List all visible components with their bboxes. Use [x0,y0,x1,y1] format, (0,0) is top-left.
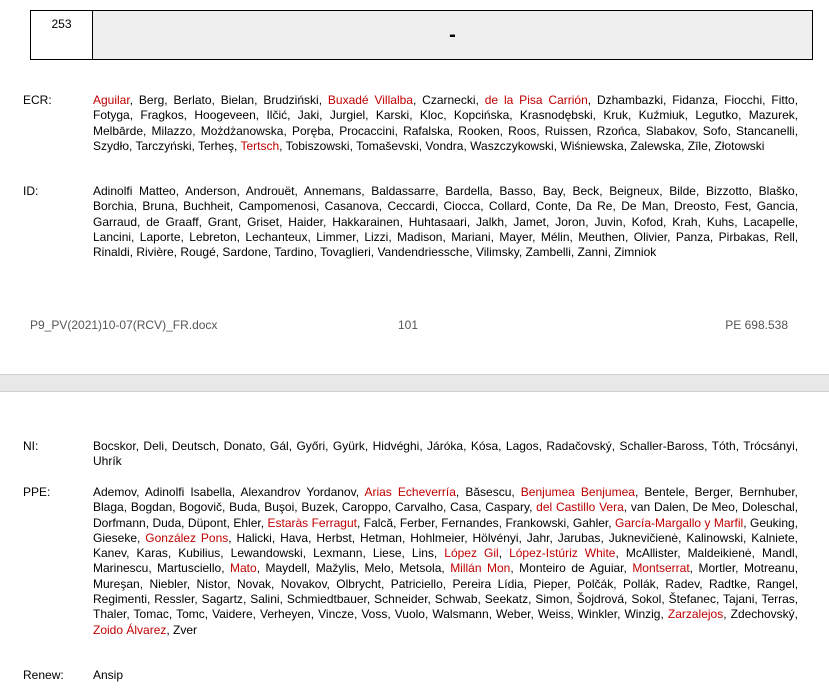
member-name: Fotyga [93,108,130,123]
member-name: Geuking [750,515,795,530]
member-name: Annemans [303,184,362,198]
member-name: Pollák [622,576,656,591]
member-name: Buxadé Villalba [327,93,413,107]
member-name: Novakov [280,576,327,591]
member-name: Casanova [324,199,379,214]
member-name: Walsmann [432,607,489,622]
member-name: Alexandrov Yordanov [240,485,356,499]
member-name: Rangel [756,576,795,591]
member-name: Salini [250,592,280,607]
footer-reference: PE 698.538 [725,318,788,332]
member-name: Lebreton [189,229,237,244]
member-name: Casa [450,500,479,515]
member-name: Montserrat [632,561,690,576]
member-name: Dorfmann [93,515,146,530]
member-name: Gahler [572,515,609,530]
member-name: Adinolfi Isabella [144,485,232,499]
footer-page-number: 101 [398,318,419,332]
member-name: van Dalen [630,500,686,515]
member-name: Olivier [633,229,668,244]
member-name: Mélin [540,229,570,244]
member-name: Hetman [359,530,402,545]
member-list: Ademov, Adinolfi Isabella, Alexandrov Yordanov, Arias Echeverría, Băsescu, Benjumea Benjumea, Bentele, Berger, Bernhuber, Blaga, Bogdan, Bogovič, Buda, Buşoi, Buzek, Caroppo, Carvalho, Casa, Caspary, del Castillo Vera, van Dalen, De Meo, Doleschal, Dorfmann, Duda, Düpont, Ehler, Estaràs Ferragut, Falcă, Ferber, Fernandes, Frankowski, Gahler, García-Margallo y Marfil, Geuking, Gieseke, González Pons, Halicki, Hava, Herbst, Hetman, Hohlmeier, Hölvényi, Jahr, Jarubas, Juknevičienė, Kalinowski, Kalniete, Kanev, Karas, Kubilius, Lewandowski, Lexmann, Liese, Lins, López Gil, López-Istúriz White, McAllister, Maldeikienė, Mandl, Marinescu, Martusciello, Mato, Maydell, Mažylis, Melo, Metsola, Millán Mon, Monteiro de Aguiar, Montserrat, Mortler, Motreanu, Mureşan, Niebler, Nistor, Novak, Novakov, Olbrycht, Patriciello, Pereira Lídia, Pieper, Polčák, Pollák, Radev, Radtke, Rangel, Regimenti, Ressler, Sagartz, Salini, Schmiedtbauer, Schneider, Schwab, Seekatz, Simon, Šojdrová, Sokol, Štefanec, Tajani, Terras, Thaler, Tomac, Tomc, Vaidere, Verheyen, Vincze, Voss, Vuolo, Walsmann, Weber, Weiss, Winkler, Winzig, Zarzalejos, Zdechovský, Zoido Álvarez, Zver [93,485,799,637]
member-name: Falcă [363,515,394,530]
member-name: Vilimsky [475,245,519,260]
member-name: Jalkh [476,214,505,229]
member-name: Maydell [265,561,307,576]
member-name: Aguilar [93,93,130,107]
member-name: Fidanza [672,93,715,107]
member-name: Patriciello [390,576,443,591]
member-name: de la Pisa Carrión [484,93,588,107]
member-name: Gyürk [332,439,365,453]
member-name: Bardella [445,184,490,198]
member-name: Kofod [631,214,664,229]
member-name: Schmiedtbauer [286,592,367,607]
member-name: Zdechovský [730,607,795,622]
member-name: Baldassarre [371,184,436,198]
member-name: Kuhs [706,214,735,229]
member-name: Járóka [427,439,464,453]
member-name: Zanni [577,245,608,260]
member-name: Kalinowski [686,530,744,545]
member-name: Ceccardi [387,199,435,214]
member-name: Hakkarainen [332,214,400,229]
member-name: Weber [496,607,531,622]
member-name: Sofo [702,123,728,138]
member-name: Tarczyński [135,138,192,153]
member-list: Adinolfi Matteo, Anderson, Androuët, Annemans, Baldassarre, Bardella, Basso, Bay, Beck, Beigneux, Bilde, Bizzotto, Blaško, Borchia, Bruna, Buchheit, Campomenosi, Casanova, Ceccardi, Ciocca, Collard, Conte, Da Re, De Man, Dreosto, Fest, Gancia, Garraud, de Graaff, Grant, Griset, Haider, Hakkarainen, Huhtasaari, Jalkh, Jamet, Joron, Juvin, Kofod, Krah, Kuhs, Lacapelle, Lancini, Laporte, Lebreton, Lechanteux, Limmer, Lizzi, Madison, Mariani, Mayer, Mélin, Meuthen, Olivier, Panza, Pirbakas, Rell, Rinaldi, Rivière, Rougé, Sardone, Tardino, Tovaglieri, Vandendriessche, Vilimsky, Zambelli, Zanni, Zimniok [93,184,799,260]
member-name: Fiocchi [724,93,763,107]
member-name: Šojdrová [576,592,625,607]
member-name: Novak [236,576,271,591]
member-name: Fest [724,199,749,214]
member-name: Vuolo [394,607,425,622]
member-name: Buzek [301,500,335,515]
member-name: De Man [621,199,666,214]
group-id [23,184,798,260]
member-name: Thaler [93,607,127,622]
member-name: Możdżanowska [200,123,284,138]
member-name: Laporte [139,229,181,244]
member-name: Ferber [399,515,435,530]
member-name: Ademov [93,485,137,499]
member-name: Seekatz [484,592,529,607]
member-name: Szydło [93,138,130,153]
member-name: Buchheit [183,199,230,214]
member-name: Trócsányi [743,439,795,453]
member-name: Bilde [669,184,696,198]
group-ppe [23,485,798,638]
member-name: Winzig [624,607,661,622]
member-name: Mortler [698,561,736,576]
member-name: Tertsch [240,138,280,153]
member-name: Bruna [142,199,175,214]
member-name: Zambelli [525,245,571,260]
member-name: Androuët [245,184,295,198]
member-name: Jamet [513,214,546,229]
member-name: Gancia [756,199,795,214]
member-name: Fernandes [441,515,499,530]
member-name: Milazzo [151,123,193,138]
member-name: Stancanelli [735,123,795,138]
member-name: Terheş [197,138,234,153]
group-label: ID: [23,184,39,198]
member-name: Borchia [93,199,134,214]
member-name: Karski [375,108,410,123]
member-name: Wiśniewska [560,138,624,153]
member-name: Jahr [526,530,550,545]
member-name: Blaga [93,500,124,515]
member-name: Jurgiel [329,108,366,123]
member-name: Melbārde [93,123,144,138]
member-name: Jaki [297,108,320,123]
member-name: Mandl [761,546,795,561]
member-name: Halicki [236,530,272,545]
footer-filename: P9_PV(2021)10-07(RCV)_FR.docx [30,318,218,332]
page-separator [0,374,829,392]
member-name: Joron [555,214,586,229]
member-name: Berg [138,93,165,107]
member-name: Tóth [711,439,736,453]
member-name: Mureşan [93,576,140,591]
member-name: Krah [672,214,698,229]
member-name: Bizzotto [705,184,749,198]
member-name: Rinaldi [93,245,130,260]
member-name: López-Istúriz White [509,546,616,561]
member-name: Haider [288,214,323,229]
member-name: Buda [229,500,258,515]
member-name: Waszczykowski [470,138,554,153]
member-name: Hoogeveen [194,108,256,123]
member-name: Radev [665,576,700,591]
member-name: Madison [397,229,443,244]
member-name: Carvalho [395,500,444,515]
member-name: Jarubas [557,530,601,545]
member-name: del Castillo Vera [536,500,624,515]
member-name: Kubilius [178,546,221,561]
member-name: Millán Mon [450,561,511,576]
group-ecr [23,93,798,154]
member-name: Poręba [291,123,331,138]
member-name: Rzońca [596,123,638,138]
member-name: Motreanu [743,561,795,576]
member-name: Weiss [537,607,571,622]
member-name: Adinolfi Matteo [93,184,176,198]
member-name: Vondra [425,138,464,153]
member-name: Hölvényi [472,530,519,545]
member-name: Vaidere [212,607,253,622]
member-name: Herbst [316,530,352,545]
member-name: Mayer [499,229,533,244]
member-name: Deutsch [171,439,216,453]
member-name: González Pons [145,530,229,545]
member-name: Bocskor [93,439,136,453]
member-name: Schaller-Baross [619,439,705,453]
member-name: Ehler [233,515,261,530]
group-label: PPE: [23,485,51,499]
member-name: Terras [761,592,795,607]
member-name: Kloc [419,108,444,123]
member-name: De Meo [692,500,735,515]
group-ni [23,439,798,470]
member-name: Beigneux [609,184,660,198]
member-name: Mažylis [315,561,356,576]
member-name: Tomc [176,607,205,622]
member-name: Melo [364,561,391,576]
member-name: Blaško [758,184,795,198]
member-name: Bay [542,184,563,198]
member-name: Fitto [771,93,795,107]
member-name: Lexmann [313,546,363,561]
member-list: Bocskor, Deli, Deutsch, Donato, Gál, Győri, Gyürk, Hidvéghi, Járóka, Kósa, Lagos, Radačovský, Schaller-Baross, Tóth, Trócsányi, Uhrík [93,439,799,469]
member-name: Kuźmiuk [638,108,685,123]
member-name: Dreosto [673,199,716,214]
member-name: Lizzi [364,229,389,244]
member-name: Juvin [594,214,623,229]
member-name: Bentele [644,485,686,499]
member-name: Kopcińska [453,108,510,123]
member-name: Berger [694,485,730,499]
member-name: Caroppo [341,500,388,515]
member-name: Lins [411,546,434,561]
member-name: Caspary [485,500,530,515]
member-name: Hohlmeier [410,530,465,545]
member-name: Maldeikienė [687,546,752,561]
member-name: Bogovič [179,500,222,515]
member-name: Złotowski [714,138,765,153]
member-name: Estaràs Ferragut [267,515,357,530]
member-name: Arias Echeverría [364,485,456,499]
member-name: Sardone [222,245,268,260]
member-name: Düpont [187,515,227,530]
member-name: Da Re [576,199,613,214]
member-name: Regimenti [93,592,148,607]
member-name: Zalewska [630,138,682,153]
member-name: Grant [207,214,238,229]
member-name: Ruissen [544,123,589,138]
member-name: McAllister [625,546,678,561]
member-name: Olbrycht [336,576,381,591]
member-name: Rougé [180,245,216,260]
member-name: Hava [280,530,309,545]
member-name: Vandendriessche [377,245,470,260]
member-name: Vincze [318,607,354,622]
member-name: Lacapelle [743,214,795,229]
member-name: Pereira Lídia [452,576,524,591]
member-name: Tomac [133,607,169,622]
member-name: Rivière [136,245,174,260]
member-name: Schneider [374,592,428,607]
member-name: Donato [223,439,263,453]
member-name: Slabakov [645,123,695,138]
member-name: Basso [499,184,533,198]
member-name: Procaccini [339,123,395,138]
member-name: Karas [136,546,168,561]
document-page-2 [0,392,829,695]
member-name: Tovaglieri [320,245,371,260]
vote-number: 253 [31,11,93,59]
member-name: Huhtasaari [408,214,467,229]
member-name: Tomaševski [356,138,419,153]
member-name: Voss [361,607,388,622]
member-name: Kósa [470,439,499,453]
member-name: Gál [270,439,289,453]
member-name: Monteiro de Aguiar [519,561,624,576]
member-name: Zarzalejos [667,607,724,622]
member-name: Garraud [93,214,138,229]
member-name: Panza [675,229,710,244]
member-name: García-Margallo y Marfil [615,515,744,530]
group-label: NI: [23,439,39,453]
member-name: Niebler [149,576,187,591]
member-name: Czarnecki [422,93,476,107]
member-name: Mazurek [748,108,795,123]
member-name: Verheyen [260,607,311,622]
member-name: Frankowski [505,515,567,530]
member-name: Nistor [196,576,228,591]
member-name: Berlato [173,93,212,107]
member-name: Duda [152,515,182,530]
member-name: de Graaff [146,214,199,229]
member-name: Tajani [723,592,755,607]
member-name: Benjumea Benjumea [520,485,635,499]
member-name: Deli [143,439,165,453]
member-name: Sagartz [201,592,243,607]
member-name: Hidvéghi [372,439,420,453]
member-name: Rooken [458,123,500,138]
member-name: Zver [173,622,198,637]
member-name: Ansip [93,668,124,682]
member-name: Griset [247,214,280,229]
member-name: Doleschal [742,500,795,515]
member-name: Simon [535,592,570,607]
member-name: Winkler [577,607,618,622]
member-name: Liese [372,546,402,561]
member-name: Zoido Álvarez [93,622,167,637]
member-name: Uhrík [93,454,122,469]
group-label: ECR: [23,93,52,107]
member-name: Brudziński [263,93,319,107]
member-name: Roos [508,123,537,138]
member-name: Bernhuber [739,485,795,499]
member-name: Kanev [93,546,127,561]
member-name: Collard [488,199,527,214]
vote-result: - [93,11,812,59]
member-name: Bielan [220,93,255,107]
member-name: Anderson [185,184,237,198]
member-name: Mariani [451,229,491,244]
member-name: Sokol [631,592,662,607]
member-name: Schwab [434,592,478,607]
member-name: Mato [230,561,257,576]
member-name: Buşoi [264,500,295,515]
member-name: Lancini [93,229,132,244]
member-name: Lechanteux [245,229,308,244]
member-name: Meuthen [578,229,625,244]
member-name: Tardino [274,245,314,260]
member-name: Dzhambazki [596,93,663,107]
member-name: Marinescu [93,561,149,576]
member-name: Tobiszowski [285,138,350,153]
member-name: Polčák [577,576,614,591]
member-name: Lagos [505,439,539,453]
member-name: Beck [572,184,600,198]
member-name: Rell [774,229,795,244]
member-name: Krasnodębski [519,108,593,123]
member-name: Băsescu [465,485,512,499]
member-name: Ressler [154,592,195,607]
member-name: Legutko [695,108,739,123]
member-name: López Gil [444,546,499,561]
member-name: Pieper [533,576,568,591]
member-name: Ciocca [443,199,481,214]
member-name: Ilčić [266,108,288,123]
member-name: Limmer [316,229,356,244]
member-list: Aguilar, Berg, Berlato, Bielan, Brudziński, Buxadé Villalba, Czarnecki, de la Pisa Carrión, Dzhambazki, Fidanza, Fiocchi, Fitto, Fotyga, Fragkos, Hoogeveen, Ilčić, Jaki, Jurgiel, Karski, Kloc, Kopcińska, Krasnodębski, Kruk, Kuźmiuk, Legutko, Mazurek, Melbārde, Milazzo, Możdżanowska, Poręba, Procaccini, Rafalska, Rooken, Roos, Ruissen, Rzońca, Slabakov, Sofo, Stancanelli, Szydło, Tarczyński, Terheş, Tertsch, Tobiszowski, Tomaševski, Vondra, Waszczykowski, Wiśniewska, Zalewska, Zīle, Złotowski [93,93,799,153]
member-name: Zīle [687,138,708,153]
member-list [93,668,798,683]
member-name: Gieseke [93,530,138,545]
member-name: Győri [296,439,326,453]
member-name: Rafalska [403,123,450,138]
member-name: Štefanec [668,592,716,607]
member-name: Lewandowski [230,546,303,561]
member-name: Fragkos [140,108,184,123]
member-name: Pirbakas [718,229,766,244]
member-name: Martusciello [157,561,222,576]
member-name: Zimniok [614,245,657,260]
member-name: Kalniete [751,530,795,545]
member-name: Bogdan [130,500,173,515]
group-label: Renew: [23,668,64,682]
member-name: Radtke [708,576,747,591]
group-renew [23,668,798,683]
member-name: Campomenosi [238,199,316,214]
member-name: Conte [535,199,568,214]
vote-header-table [30,10,813,60]
member-name: Juknevičienė [608,530,679,545]
member-name: Radačovský [546,439,612,453]
member-name: Kruk [603,108,628,123]
member-name: Metsola [399,561,442,576]
